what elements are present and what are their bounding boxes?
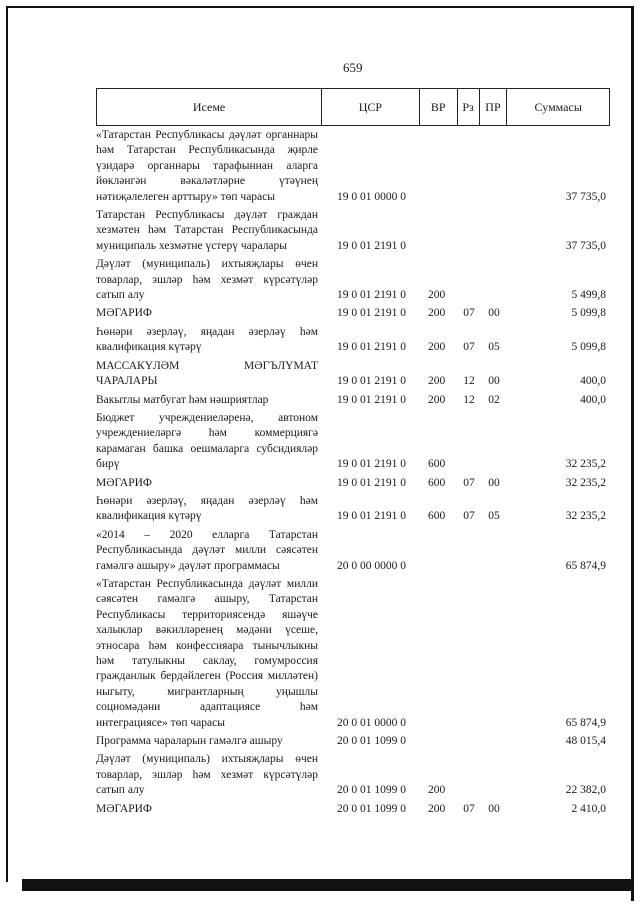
cell-sum: 65 874,9 <box>565 716 606 729</box>
cell-name: МӘГАРИФ <box>96 476 153 489</box>
cell-sum: 400,0 <box>580 393 606 406</box>
header-pr: ПР <box>480 89 508 125</box>
header-csr: ЦСР <box>322 89 420 125</box>
cell-name: МӘГАРИФ <box>96 307 153 320</box>
table-row <box>96 208 610 254</box>
budget-table <box>96 88 610 817</box>
cell-csr: 19 0 01 2191 0 <box>337 458 406 471</box>
table-row <box>96 257 610 303</box>
cell-name: «2014 – 2020 елларга Татарстан Республикасында дәүләт милли сәясәтен гамәлгә ашыру» дәүләт программасы <box>96 528 318 572</box>
cell-sum: 37 735,0 <box>565 239 606 252</box>
cell-csr: 19 0 01 2191 0 <box>337 476 406 489</box>
scan-border-left <box>6 6 8 882</box>
cell-csr: 19 0 01 2191 0 <box>337 239 406 252</box>
table-row <box>96 359 610 390</box>
cell-name: «Татарстан Республикасы дәүләт органнары һәм Татарстан Республикасында җирле үзидарә органнары тарафыннан аларга йөкләнгән вәкаләтләрне үтәүнең нәтиҗәлелеген арттыру» төп чарасы <box>96 129 318 203</box>
cell-sum: 48 015,4 <box>565 735 606 748</box>
cell-sum: 5 499,8 <box>571 289 606 302</box>
table-row <box>96 411 610 473</box>
scan-border-bottom <box>22 879 634 891</box>
cell-sum: 32 235,2 <box>565 510 606 523</box>
cell-sum: 37 735,0 <box>565 190 606 203</box>
cell-name: Дәүләт (муниципаль) ихтыяҗлары өчен товарлар, эшләр һәм хезмәт күрсәтүләр сатып алу <box>96 753 318 797</box>
cell-csr: 19 0 01 2191 0 <box>337 341 406 354</box>
cell-vr: 600 <box>428 458 446 471</box>
header-name: Исеме <box>97 89 322 125</box>
cell-csr: 20 0 01 1099 0 <box>337 802 406 815</box>
cell-pr: 00 <box>488 307 500 320</box>
cell-vr: 600 <box>428 476 446 489</box>
cell-sum: 400,0 <box>580 375 606 388</box>
cell-pr: 02 <box>488 393 500 406</box>
cell-csr: 19 0 01 2191 0 <box>337 289 406 302</box>
cell-sum: 22 382,0 <box>565 784 606 797</box>
header-rz: Рз <box>458 89 480 125</box>
cell-pr: 05 <box>488 510 500 523</box>
cell-name: Дәүләт (муниципаль) ихтыяҗлары өчен товарлар, эшләр һәм хезмәт күрсәтүләр сатып алу <box>96 258 318 302</box>
cell-csr: 19 0 01 2191 0 <box>337 510 406 523</box>
scan-border-right <box>631 6 634 901</box>
table-row <box>96 325 610 356</box>
table-row <box>96 306 610 321</box>
cell-vr: 200 <box>428 307 446 320</box>
cell-pr: 00 <box>488 476 500 489</box>
cell-sum: 65 874,9 <box>565 559 606 572</box>
cell-pr: 00 <box>488 375 500 388</box>
cell-name: Һөнәри әзерләү, яңадан әзерләү һәм квалификация күтәрү <box>96 325 318 354</box>
cell-name: «Татарстан Республикасында дәүләт милли сәясәтен гамәлгә ашыру, Татарстан Республикасы территориясендә яшәүче халыклар вәкилләренең мәдәни үсеше, этносара һәм конфессияара тынычлыкны һәм татулыкны саклау, гомумроссия гражданлык бердәйлеген (Россия милләтен) ныгыту, мигрантларның уңышлы социомәдәни адаптациясе һәм интеграциясе» төп чарасы <box>96 577 318 729</box>
table-row <box>96 734 610 749</box>
table-row <box>96 802 610 817</box>
cell-name: МӘГАРИФ <box>96 802 153 815</box>
cell-vr: 200 <box>428 802 446 815</box>
header-vr: ВР <box>420 89 458 125</box>
header-sum: Суммасы <box>534 99 582 114</box>
cell-pr: 05 <box>488 341 500 354</box>
page-number: 659 <box>343 60 363 75</box>
table-row <box>96 476 610 491</box>
table-header <box>96 88 610 126</box>
cell-pr: 00 <box>488 802 500 815</box>
cell-sum: 5 099,8 <box>571 341 606 354</box>
cell-sum: 2 410,0 <box>571 802 606 815</box>
table-row <box>96 528 610 574</box>
cell-sum: 32 235,2 <box>565 458 606 471</box>
cell-vr: 600 <box>428 510 446 523</box>
cell-sum: 5 099,8 <box>571 307 606 320</box>
cell-sum: 32 235,2 <box>565 476 606 489</box>
cell-rz: 07 <box>463 510 475 523</box>
table-row <box>96 494 610 525</box>
cell-rz: 07 <box>463 802 475 815</box>
cell-name: Һөнәри әзерләү, яңадан әзерләү һәм квалификация күтәрү <box>96 494 318 523</box>
cell-csr: 19 0 01 2191 0 <box>337 375 406 388</box>
cell-rz: 12 <box>463 375 475 388</box>
cell-csr: 20 0 01 1099 0 <box>337 735 406 748</box>
cell-csr: 19 0 01 0000 0 <box>337 190 406 203</box>
cell-rz: 12 <box>463 393 475 406</box>
cell-vr: 200 <box>428 375 446 388</box>
cell-vr: 200 <box>428 341 446 354</box>
cell-name: МАССАКҮЛӘМ МӘГЪЛҮМАТ ЧАРАЛАРЫ <box>96 359 318 388</box>
cell-vr: 200 <box>428 289 446 302</box>
cell-rz: 07 <box>463 341 475 354</box>
cell-csr: 20 0 01 0000 0 <box>337 716 406 729</box>
table-row <box>96 393 610 408</box>
cell-csr: 19 0 01 2191 0 <box>337 307 406 320</box>
cell-vr: 200 <box>428 393 446 406</box>
cell-name: Вакытлы матбугат һәм нәшриятлар <box>96 393 269 406</box>
table-row <box>96 752 610 798</box>
table-row <box>96 128 610 205</box>
cell-rz: 07 <box>463 476 475 489</box>
cell-rz: 07 <box>463 307 475 320</box>
cell-name: Программа чараларын гамәлгә ашыру <box>96 735 283 748</box>
scan-border-top <box>6 6 634 8</box>
cell-csr: 19 0 01 2191 0 <box>337 393 406 406</box>
cell-csr: 20 0 00 0000 0 <box>337 559 406 572</box>
table-row <box>96 577 610 731</box>
table-body <box>96 128 610 817</box>
cell-csr: 20 0 01 1099 0 <box>337 784 406 797</box>
cell-vr: 200 <box>428 784 446 797</box>
cell-name: Бюджет учреждениеләренә, автоном учреждениеләргә һәм коммерциягә карамаган башка оешмаларга субсидияләр бирү <box>96 411 318 471</box>
cell-name: Татарстан Республикасы дәүләт граждан хезмәтен һәм Татарстан Республикасында муниципаль хезмәтне үстерү чаралары <box>96 209 318 252</box>
